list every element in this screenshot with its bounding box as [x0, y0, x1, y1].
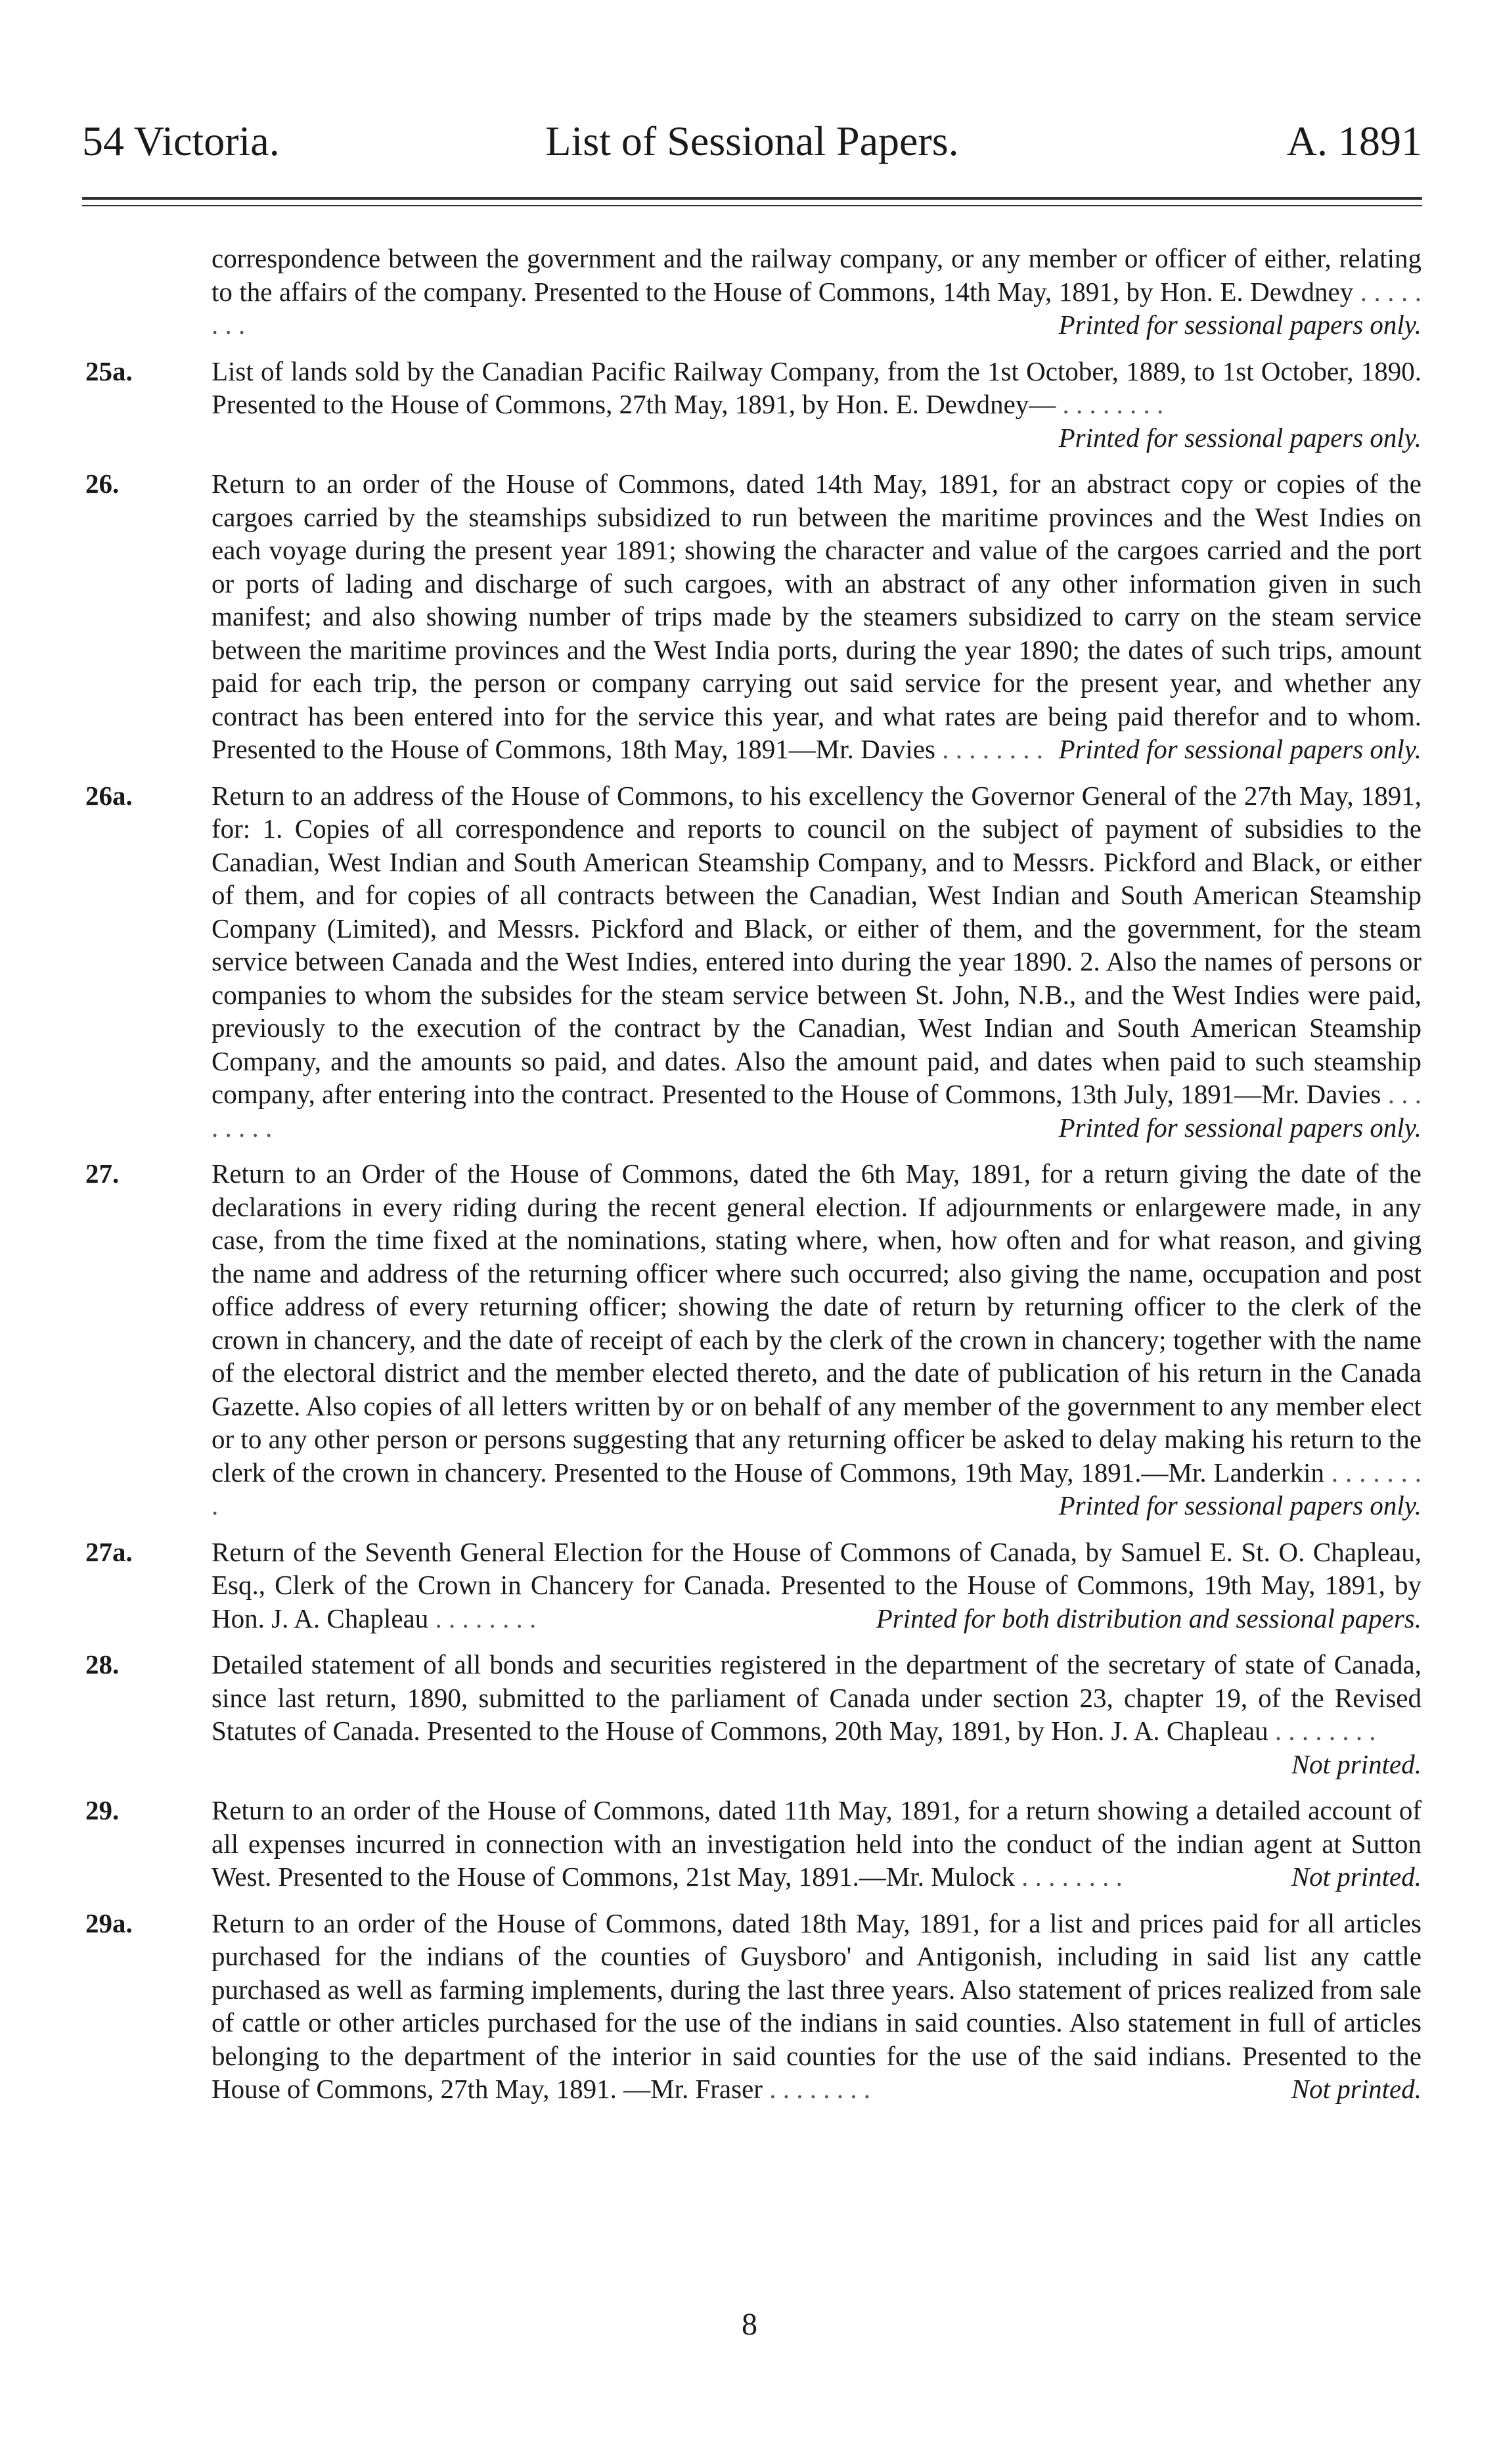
- header-title: List of Sessional Papers.: [545, 118, 959, 164]
- entry-description: Return to an order of the House of Commons, dated 18th May, 1891, for a list and prices paid for all articles purchased for the indians of the counties of Guysboro' and Antigonish, including in said list any cattle purchased as well as farming implements, during the last three years. Also statement of prices realized from sale of cattle or other articles purchased for the use of the indians in said counties. Also statement in full of articles belonging to the department of the interior in said counties for the use of the said indians. Presented to the House of Commons, 27th May, 1891. —Mr. Fraser: [212, 1907, 1421, 2104]
- dot-leader: . . . . . . . .: [1014, 1861, 1123, 1892]
- header-rule-thick: [82, 197, 1422, 200]
- entry-status: Not printed.: [1291, 1861, 1421, 1892]
- entry-description: List of lands sold by the Canadian Pacific Railway Company, from the 1st October, 1889, to 1st October, 1890. Presented to the House of Commons, 27th May, 1891, by Hon. E. Dewdney—: [212, 355, 1421, 419]
- sessional-paper-entry: [85, 467, 1421, 766]
- page-number: 8: [742, 2307, 757, 2342]
- entry-text: [85, 779, 1421, 1145]
- entry-number: 29a.: [85, 1907, 133, 1938]
- entry-number: 25a.: [85, 355, 133, 386]
- sessional-paper-entry: [85, 1907, 1421, 2106]
- entry-number: 29.: [85, 1795, 120, 1825]
- entry-number: 26.: [85, 468, 120, 499]
- entry-description: correspondence between the government and the railway company, or any member or officer of either, relating to the affairs of the company. Presented to the House of Commons, 14th May, 1891, by Hon. E. Dewdney: [212, 243, 1421, 307]
- dot-leader: . . . . . . . .: [762, 2074, 870, 2104]
- entries-list: [85, 242, 1421, 2119]
- entry-status: Printed for sessional papers only.: [1058, 309, 1421, 340]
- entry-status: Printed for sessional papers only.: [1058, 1112, 1421, 1143]
- sessional-paper-entry: [85, 355, 1421, 455]
- sessional-paper-entry: [85, 1794, 1421, 1894]
- entry-description: Return of the Seventh General Election for the House of Commons of Canada, by Samuel E. St. O. Chapleau, Esq., Clerk of the Crown in Chancery for Canada. Presented to the House of Commons, 19th May, 1891, by Hon. J. A. Chapleau: [212, 1536, 1421, 1633]
- sessional-paper-entry: [85, 242, 1421, 342]
- entry-text: [85, 355, 1421, 455]
- page-header: [82, 108, 1422, 174]
- entry-status: Printed for both distribution and sessional papers.: [876, 1603, 1421, 1633]
- entry-number: 28.: [85, 1649, 120, 1679]
- entry-text: [85, 1648, 1421, 1781]
- entry-description: Return to an Order of the House of Commons, dated the 6th May, 1891, for a return giving the date of the declarations in every riding during the recent general election. If adjournments or enlargewere made, in any case, from the time fixed at the nominations, stating where, when, how often and for what reason, and giving the name and address of the returning officer where such occurred; also giving the name, occupation and post office address of every returning officer; showing the date of return by returning officer to the clerk of the crown in chancery, and the date of receipt of each by the clerk of the crown in chancery; together with the name of the electoral district and the member elected thereto, and the date of publication of his return in the Canada Gazette. Also copies of all letters written by or on behalf of any member of the government to any member elect or to any other person or persons suggesting that any returning officer be asked to delay making his return to the clerk of the crown in chancery. Presented to the House of Commons, 19th May, 1891.—Mr. Landerkin: [212, 1158, 1421, 1488]
- dot-leader: . . . . . . . .: [428, 1603, 537, 1633]
- dot-leader: . . . . . . . .: [935, 734, 1043, 764]
- entry-description: Detailed statement of all bonds and securities registered in the department of the secretary of state of Canada, since last return, 1890, submitted to the parliament of Canada under section 23, chapter 19, of the Revised Statutes of Canada. Presented to the House of Commons, 20th May, 1891, by Hon. J. A. Chapleau: [212, 1649, 1421, 1746]
- entry-text: [85, 467, 1421, 766]
- dot-leader: . . . . . . . .: [212, 276, 1421, 340]
- header-rule-thin: [82, 205, 1422, 206]
- sessional-paper-entry: [85, 1648, 1421, 1781]
- entry-text: [85, 242, 1421, 342]
- header-year: A. 1891: [1286, 118, 1422, 164]
- dot-leader: . . . . . . . .: [1268, 1716, 1376, 1746]
- entry-description: Return to an order of the House of Commons, dated 11th May, 1891, for a return showing a detailed account of all expenses incurred in connection with an investigation held into the conduct of the indian agent at Sutton West. Presented to the House of Commons, 21st May, 1891.—Mr. Mulock: [212, 1795, 1421, 1892]
- entry-number: 27.: [85, 1158, 120, 1189]
- entry-description: Return to an address of the House of Commons, to his excellency the Governor General of the 27th May, 1891, for: 1. Copies of all correspondence and reports to council on the subject of payment of subsidies to the Canadian, West Indian and South American Steamship Company, and to Messrs. Pickford and Black, or either of them, and for copies of all contracts between the Canadian, West Indian and South American Steamship Company (Limited), and Messrs. Pickford and Black, or either of them, and the government, for the steam service between Canada and the West Indies, entered into during the year 1890. 2. Also the names of persons or companies to whom the subsides for the steam service between St. John, N.B., and the West Indies were paid, previously to the execution of the contract by the Canadian, West Indian and South American Steamship Company, and the amounts so paid, and dates. Also the amount paid, and dates when paid to such steamship company, after entering into the contract. Presented to the House of Commons, 13th July, 1891—Mr. Davies: [212, 780, 1421, 1109]
- entry-text: [85, 1536, 1421, 1635]
- entry-number: 26a.: [85, 780, 133, 811]
- dot-leader: . . . . . . . .: [1056, 389, 1164, 419]
- entry-status: Not printed.: [1291, 1748, 1421, 1779]
- entry-text: [85, 1907, 1421, 2106]
- header-session: 54 Victoria.: [82, 118, 280, 164]
- entry-text: [85, 1794, 1421, 1894]
- dot-leader: . . . . . . . .: [212, 1457, 1421, 1520]
- sessional-paper-entry: [85, 1536, 1421, 1635]
- entry-number: 27a.: [85, 1536, 133, 1567]
- entry-text: [85, 1157, 1421, 1522]
- entry-status: Printed for sessional papers only.: [1058, 734, 1421, 764]
- sessional-paper-entry: [85, 1157, 1421, 1522]
- dot-leader: . . . . . . . .: [212, 1079, 1422, 1143]
- sessional-paper-entry: [85, 779, 1421, 1145]
- entry-description: Return to an order of the House of Commons, dated 14th May, 1891, for an abstract copy or copies of the cargoes carried by the steamships subsidized to run between the maritime provinces and the West Indies on each voyage during the present year 1891; showing the character and value of the cargoes carried and the port or ports of lading and discharge of such cargoes, with an abstract of any other information given in such manifest; and also showing number of trips made by the steamers subsidized to carry on the steam service between the maritime provinces and the West India ports, during the year 1890; the dates of such trips, amount paid for each trip, the person or company carrying out said service for the present year, and whether any contract has been entered into for the service this year, and what rates are being paid therefor and to whom. Presented to the House of Commons, 18th May, 1891—Mr. Davies: [212, 468, 1421, 764]
- entry-status: Printed for sessional papers only.: [1058, 422, 1421, 453]
- entry-status: Not printed.: [1291, 2074, 1421, 2104]
- entry-status: Printed for sessional papers only.: [1058, 1490, 1421, 1520]
